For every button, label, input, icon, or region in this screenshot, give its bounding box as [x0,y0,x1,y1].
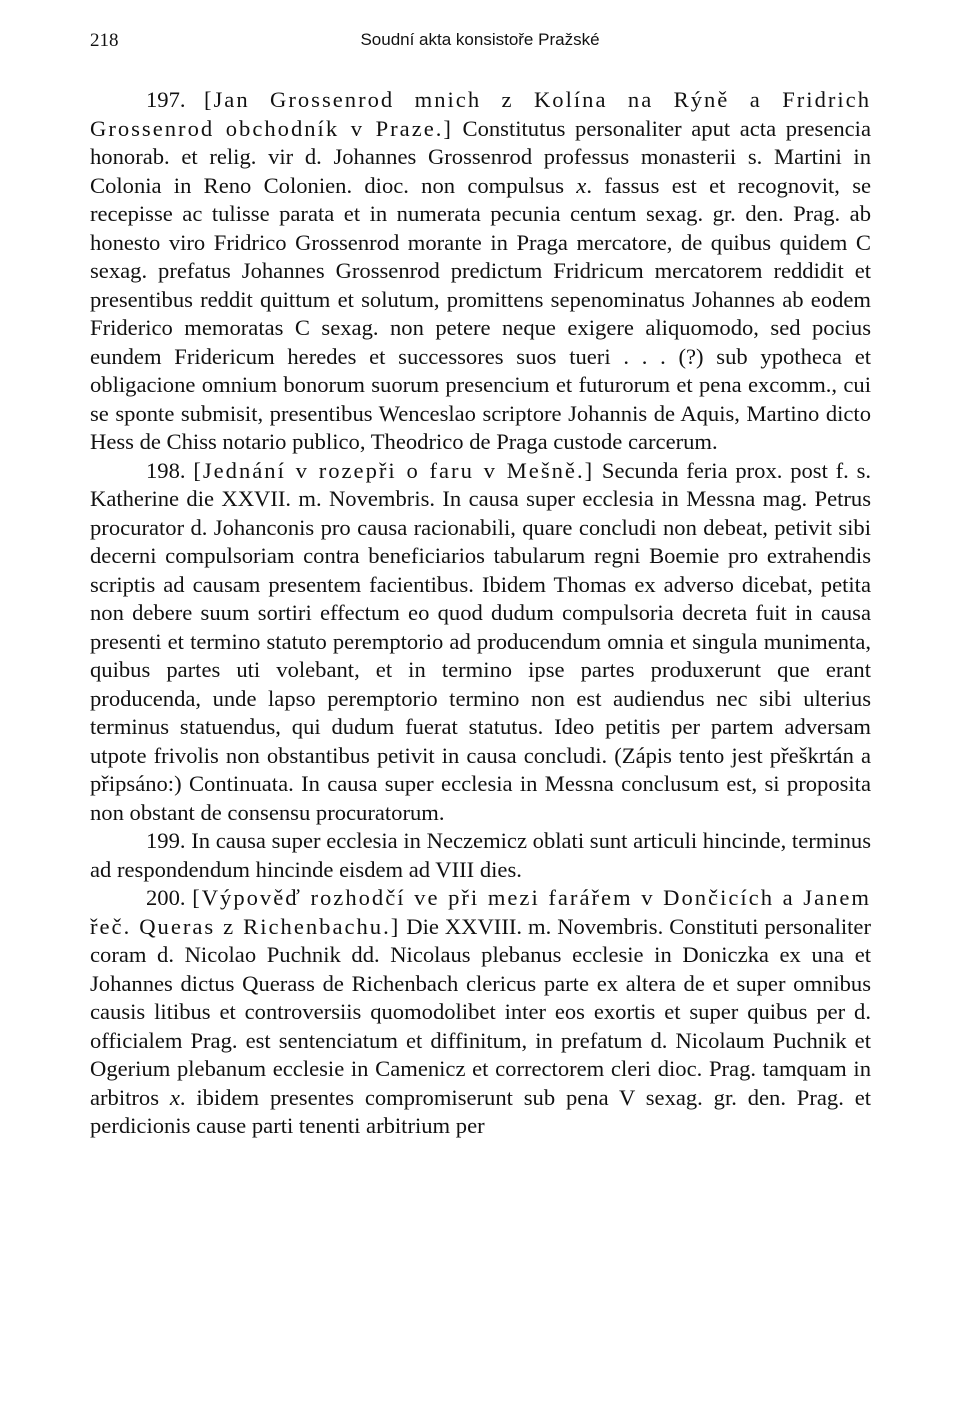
entry-number: 199. [146,828,186,853]
x-symbol: x [169,1084,180,1110]
entry-199 [90,827,871,884]
document-body [90,86,871,1141]
x-symbol: x [576,172,587,198]
page-header [90,30,870,58]
entry-text: Die XXVIII. m. Novembris. Constituti personaliter coram d. Nicolao Puchnik dd. Nicolaus plebanus ecclesie in Doniczka ex una et Johannes dictus Querass de Richenbach clericus parte ex altera de et super omnibus causis litibus et controversiis quomodolibet inter eos exortis et super quibus per d. officialem Prag. est sentenciatum et diffinitum, in prefatum d. Nicolaum Puchnik et Ogerium plebanum ecclesie in Camenicz et correctorem cleri dioc. Prag. tamquam in arbitros [90,913,871,1110]
entry-text-continued: . fassus est et recognovit, se recepisse ac tulisse parata et in numerata pecunia centum sexag. gr. den. Prag. ab honesto viro Fridrico Grossenrod morante in Praga mercatore, de quibus quidem C sexag. prefatus Johannes Grossenrod predictum Fridricum mercatorem reddidit et presentibus reddit quittum et solutum, promittens sepenominatus Johannes ab eodem Friderico memoratas C sexag. non petere neque exigere aliquomodo, sed pocius eundem Fridericum heredes et successores suos tueri . . . (?) sub ypotheca et obligacione omnium bonorum suorum presencium et futurorum et pena excomm., cui se sponte submisit, presentibus Wenceslao scriptore Johannis de Aquis, Martino dicto Hess de Chiss notario publico, Theodrico de Praga custode carcerum. [90,172,872,454]
entry-number: 200. [146,885,186,910]
entry-heading: [Jan Grossenrod mnich z Kolína na Rýně a Fridrich Grossenrod obchodník v Praze.] [90,87,872,141]
entry-heading: [Výpověď rozhodčí ve při mezi farářem v Dončicích a Janem řeč. Queras z Richenbachu.] [90,885,872,939]
entry-heading: [Jednání v rozepři o faru v Mešně.] [193,457,595,483]
entry-text-continued: . ibidem presentes compromiserunt sub pena V sexag. gr. den. Prag. et perdicionis cause parti tenenti arbitrium per [90,1084,871,1138]
entry-text: Constitutus personaliter aput acta presencia honorab. et relig. vir d. Johannes Grossenrod professus monasterii s. Martini in Colonia in Reno Colonien. dioc. non compulsus [90,115,871,198]
entry-number: 198. [146,457,186,483]
entry-number: 197. [146,87,186,112]
entry-198 [90,457,871,828]
page-number: 218 [90,30,119,51]
entry-text: In causa super ecclesia in Neczemicz oblati sunt articuli hincinde, terminus ad respondendum hincinde eisdem ad VIII dies. [90,828,871,882]
entry-200 [90,884,871,1141]
entry-197 [90,86,871,457]
running-title: Soudní akta konsistoře Pražské [360,30,600,49]
entry-text: Secunda feria prox. post f. s. Katherine die XXVII. m. Novembris. In causa super ecclesia in Messna mag. Petrus procurator d. Johanconis pro causa racionabili, quare concludi non debeat, petivit sibi decerni compulsoriam contra beneficiarios tabularum regni Boemie pro extrahendis scriptis ad causam presentem facientibus. Ibidem Thomas ex adverso dicebat, petita non debere suum sortiri effectum eo quod dudum compulsoria decreta fuit in causa presenti et termino statuto peremptorio ad producendum omnia et singula munimenta, quibus partes uti volebant, et in termino ipse partes produxerunt que erant producenda, unde lapso peremptorio termino non est audiendus nec sibi ulterius terminus statuendus, qui dudum fuerat statutus. Ideo petitis per partem adversam utpote frivolis non obstantibus petivit in causa concludi. (Zápis tento jest přeškrtán a připsáno:) Continuata. In causa super ecclesia in Messna conclusum est, si proposita non obstant de consensu procuratorum. [90,457,872,825]
